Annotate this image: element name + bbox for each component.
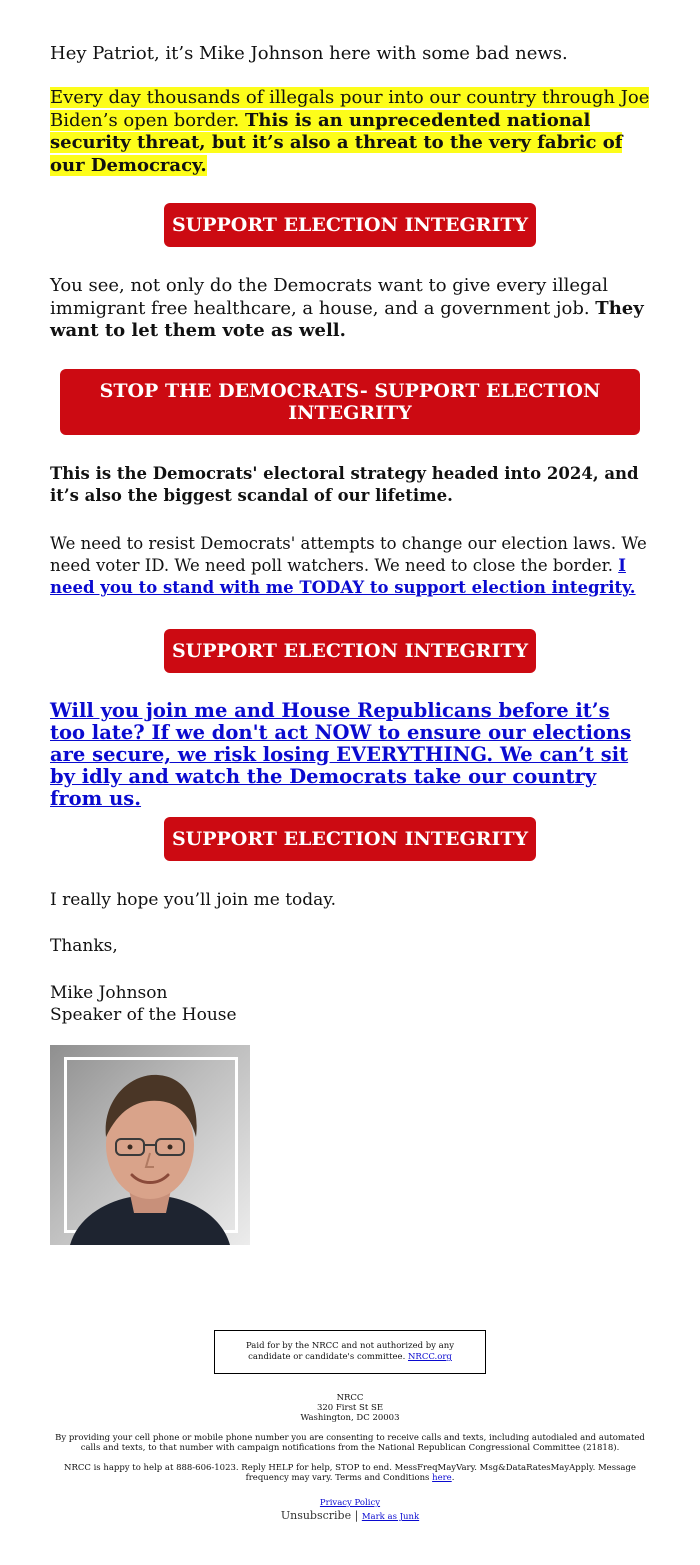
privacy-policy-link[interactable]: Privacy Policy xyxy=(319,1498,381,1508)
address-city: Washington, DC 20003 xyxy=(300,1413,400,1423)
unsubscribe-row xyxy=(0,1509,700,1524)
unsubscribe-link[interactable]: Unsubscribe xyxy=(280,1509,352,1522)
democrats-normal-text: You see, not only do the Democrats want to give every illegal immigrant free healthcare, a house, and a government job. xyxy=(50,275,608,319)
help-text-block: NRCC is happy to help at 888-606-1023. Reply HELP for help, STOP to end. MessFreqMayVary. Msg&DataRatesMayApply. Message frequency may vary. Terms and Conditions here. xyxy=(64,1463,636,1483)
consent-text: By providing your cell phone or mobile phone number you are consenting to receive calls and texts, including autodialed and automated calls and texts, to that number with campaign notifications from the National Republican Congressional Committee (21818). xyxy=(55,1433,645,1453)
join-me-link[interactable]: Will you join me and House Republicans before it’s too late? If we don't act NOW to ensure our elections are secure, we risk losing EVERYTHING. We can’t sit by idly and watch the Democrats take our country from us. xyxy=(50,699,632,810)
portrait-figure xyxy=(50,1045,250,1245)
support-election-integrity-button-2[interactable]: SUPPORT ELECTION INTEGRITY xyxy=(164,629,536,673)
mike-johnson-portrait xyxy=(50,1045,250,1245)
signature-name: Mike Johnson xyxy=(50,983,168,1003)
paid-for-disclaimer xyxy=(214,1330,486,1374)
help-text: NRCC is happy to help at 888-606-1023. Reply HELP for help, STOP to end. MessFreqMayVary. Msg&DataRatesMayApply. Message frequency may vary. Terms and Conditions xyxy=(64,1463,636,1483)
nrcc-org-link[interactable]: NRCC.org xyxy=(407,1352,452,1362)
thanks-text: Thanks, xyxy=(50,936,118,956)
greeting-text: Hey Patriot, it’s Mike Johnson here with some bad news. xyxy=(50,43,568,64)
support-election-integrity-button-1[interactable]: SUPPORT ELECTION INTEGRITY xyxy=(164,203,536,247)
mark-as-junk-link[interactable]: Mark as Junk xyxy=(361,1512,420,1522)
stop-the-democrats-button[interactable]: STOP THE DEMOCRATS- SUPPORT ELECTION INTEGRITY xyxy=(60,369,640,435)
address-org: NRCC xyxy=(336,1393,364,1403)
strategy-paragraph: This is the Democrats' electoral strategy headed into 2024, and it’s also the biggest scandal of our lifetime. xyxy=(50,464,639,505)
resist-paragraph xyxy=(50,533,650,599)
democrats-paragraph xyxy=(50,275,650,343)
signature xyxy=(50,982,237,1026)
highlighted-paragraph xyxy=(50,87,650,177)
support-election-integrity-button-3[interactable]: SUPPORT ELECTION INTEGRITY xyxy=(164,817,536,861)
signature-title: Speaker of the House xyxy=(50,1005,237,1025)
hope-text: I really hope you’ll join me today. xyxy=(50,890,337,910)
highlight-bold-text: This is an unprecedented national security threat, but it’s also a threat to the very fabric of our Democracy. xyxy=(50,109,623,176)
terms-here-link[interactable]: here xyxy=(432,1473,452,1483)
paid-for-text: Paid for by the NRCC and not authorized by any candidate or candidate's committee. xyxy=(245,1341,455,1362)
resist-normal-text: We need to resist Democrats' attempts to change our election laws. We need voter ID. We need poll watchers. We need to close the border. xyxy=(50,534,647,575)
address-street: 320 First St SE xyxy=(316,1403,384,1413)
separator: | xyxy=(354,1509,359,1522)
mailing-address xyxy=(0,1393,700,1423)
privacy-row xyxy=(0,1498,700,1508)
stand-with-me-link[interactable]: I need you to stand with me TODAY to support election integrity. xyxy=(50,556,636,597)
join-paragraph xyxy=(50,700,650,810)
democrats-bold-text: They want to let them vote as well. xyxy=(50,297,644,341)
highlight-normal-text: Every day thousands of illegals pour into our country through Joe Biden’s open border. xyxy=(50,87,650,131)
